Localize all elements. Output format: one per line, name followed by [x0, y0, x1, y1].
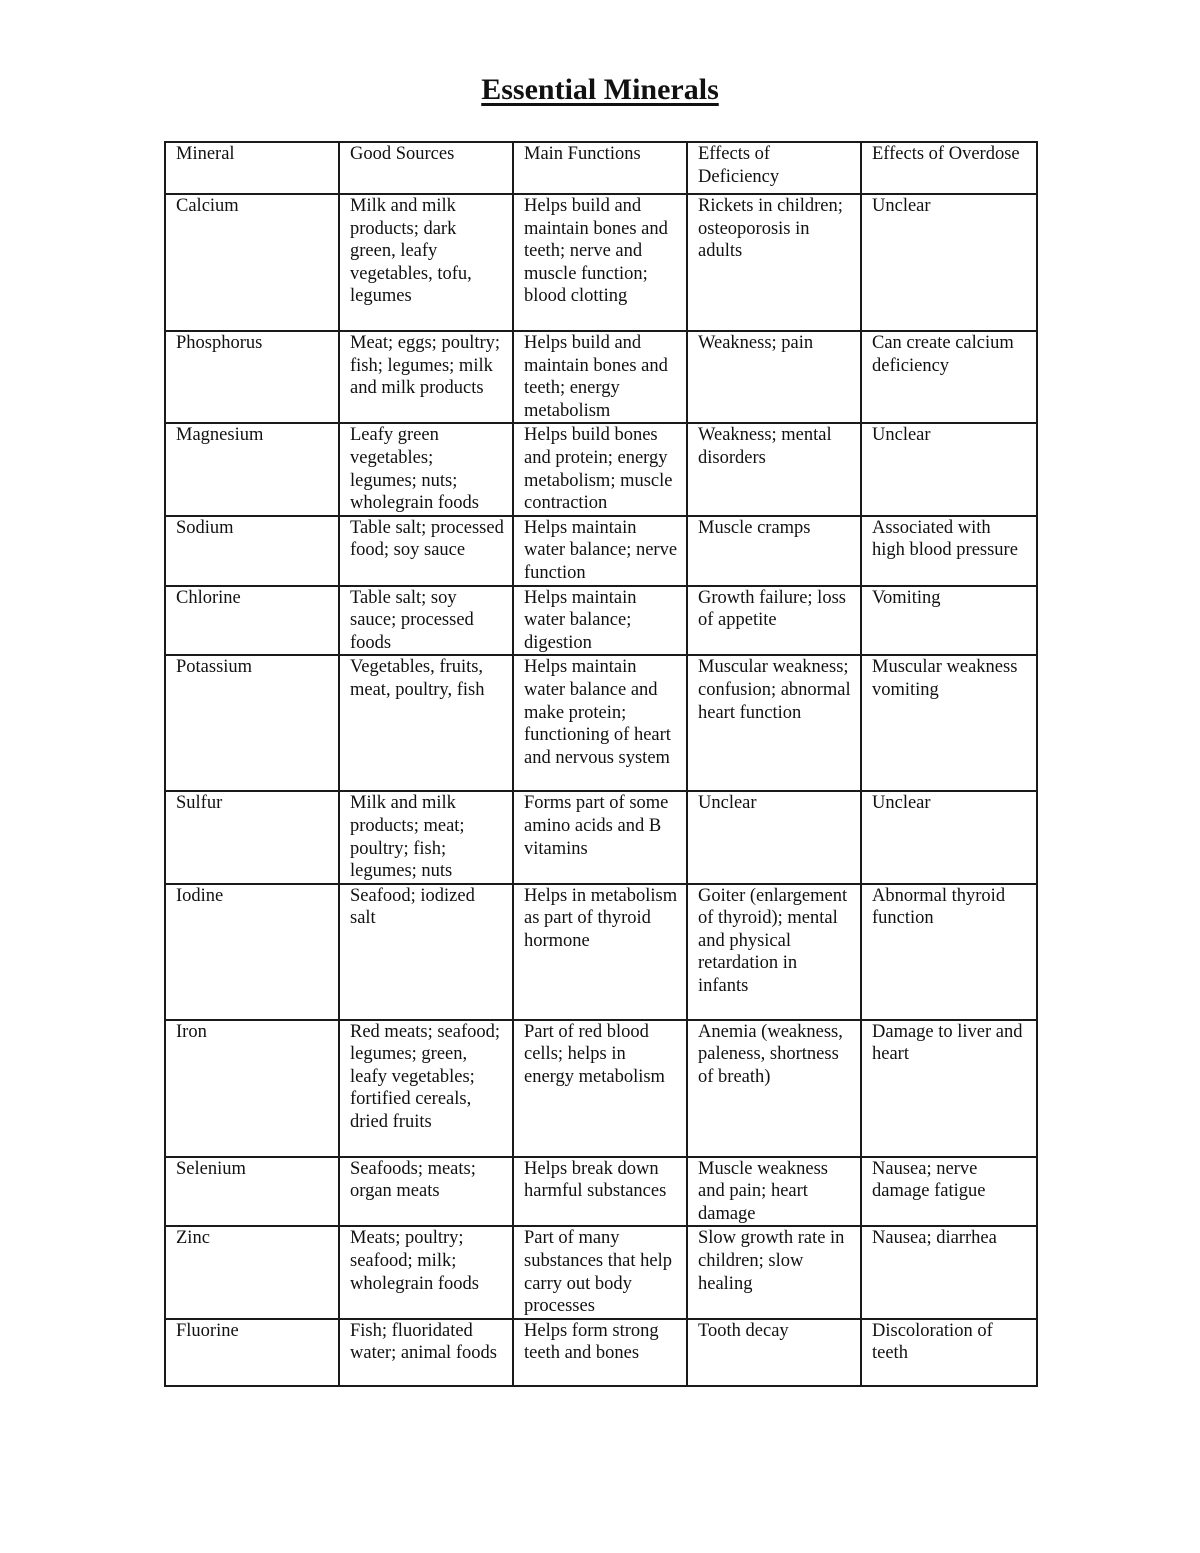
cell-effects-of-deficiency: Weakness; pain — [687, 331, 861, 423]
cell-effects-of-overdose: Damage to liver and heart — [861, 1020, 1037, 1157]
cell-mineral: Iron — [165, 1020, 339, 1157]
cell-good-sources: Meats; poultry; seafood; milk; wholegrain foods — [339, 1226, 513, 1318]
table-row — [165, 1157, 1037, 1227]
cell-effects-of-deficiency: Weakness; mental disorders — [687, 423, 861, 515]
table-row — [165, 655, 1037, 791]
cell-mineral: Magnesium — [165, 423, 339, 515]
cell-main-functions: Helps maintain water balance and make protein; functioning of heart and nervous system — [513, 655, 687, 791]
table-row — [165, 586, 1037, 656]
cell-effects-of-deficiency: Unclear — [687, 791, 861, 883]
cell-main-functions: Helps build bones and protein; energy metabolism; muscle contraction — [513, 423, 687, 515]
table-row — [165, 194, 1037, 331]
cell-good-sources: Fish; fluoridated water; animal foods — [339, 1319, 513, 1386]
cell-effects-of-overdose: Unclear — [861, 423, 1037, 515]
cell-effects-of-overdose: Nausea; diarrhea — [861, 1226, 1037, 1318]
cell-main-functions: Forms part of some amino acids and B vitamins — [513, 791, 687, 883]
cell-effects-of-overdose: Nausea; nerve damage fatigue — [861, 1157, 1037, 1227]
cell-good-sources: Leafy green vegetables; legumes; nuts; wholegrain foods — [339, 423, 513, 515]
cell-main-functions: Helps in metabolism as part of thyroid hormone — [513, 884, 687, 1020]
cell-mineral: Phosphorus — [165, 331, 339, 423]
cell-good-sources: Red meats; seafood; legumes; green, leafy vegetables; fortified cereals, dried fruits — [339, 1020, 513, 1157]
header-cell-good-sources: Good Sources — [339, 142, 513, 194]
cell-effects-of-deficiency: Muscular weakness; confusion; abnormal heart function — [687, 655, 861, 791]
cell-effects-of-overdose: Vomiting — [861, 586, 1037, 656]
table-row — [165, 331, 1037, 423]
cell-main-functions: Helps build and maintain bones and teeth; energy metabolism — [513, 331, 687, 423]
cell-good-sources: Table salt; soy sauce; processed foods — [339, 586, 513, 656]
cell-main-functions: Helps maintain water balance; nerve function — [513, 516, 687, 586]
header-cell-effects-of-deficiency: Effects of Deficiency — [687, 142, 861, 194]
cell-mineral: Calcium — [165, 194, 339, 331]
table-row — [165, 516, 1037, 586]
cell-effects-of-overdose: Discoloration of teeth — [861, 1319, 1037, 1386]
header-row — [165, 142, 1037, 194]
cell-effects-of-overdose: Associated with high blood pressure — [861, 516, 1037, 586]
cell-effects-of-deficiency: Tooth decay — [687, 1319, 861, 1386]
table-row — [165, 1020, 1037, 1157]
cell-mineral: Sulfur — [165, 791, 339, 883]
cell-effects-of-overdose: Muscular weakness vomiting — [861, 655, 1037, 791]
cell-good-sources: Meat; eggs; poultry; fish; legumes; milk and milk products — [339, 331, 513, 423]
cell-good-sources: Vegetables, fruits, meat, poultry, fish — [339, 655, 513, 791]
cell-main-functions: Part of red blood cells; helps in energy metabolism — [513, 1020, 687, 1157]
cell-good-sources: Seafood; iodized salt — [339, 884, 513, 1020]
table-row — [165, 1226, 1037, 1318]
header-cell-effects-of-overdose: Effects of Overdose — [861, 142, 1037, 194]
header-cell-main-functions: Main Functions — [513, 142, 687, 194]
cell-good-sources: Milk and milk products; dark green, leafy vegetables, tofu, legumes — [339, 194, 513, 331]
header-cell-mineral: Mineral — [165, 142, 339, 194]
table-row — [165, 423, 1037, 515]
cell-main-functions: Helps maintain water balance; digestion — [513, 586, 687, 656]
cell-effects-of-overdose: Unclear — [861, 791, 1037, 883]
cell-effects-of-deficiency: Anemia (weakness, paleness, shortness of breath) — [687, 1020, 861, 1157]
cell-good-sources: Seafoods; meats; organ meats — [339, 1157, 513, 1227]
cell-effects-of-deficiency: Muscle weakness and pain; heart damage — [687, 1157, 861, 1227]
cell-main-functions: Part of many substances that help carry out body processes — [513, 1226, 687, 1318]
table-row — [165, 1319, 1037, 1386]
cell-effects-of-deficiency: Goiter (enlargement of thyroid); mental and physical retardation in infants — [687, 884, 861, 1020]
cell-effects-of-overdose: Unclear — [861, 194, 1037, 331]
minerals-table — [164, 141, 1038, 1387]
cell-mineral: Sodium — [165, 516, 339, 586]
cell-good-sources: Table salt; processed food; soy sauce — [339, 516, 513, 586]
cell-effects-of-deficiency: Slow growth rate in children; slow healing — [687, 1226, 861, 1318]
cell-main-functions: Helps build and maintain bones and teeth; nerve and muscle function; blood clotting — [513, 194, 687, 331]
page-title: Essential Minerals — [481, 73, 719, 106]
cell-effects-of-overdose: Can create calcium deficiency — [861, 331, 1037, 423]
cell-mineral: Selenium — [165, 1157, 339, 1227]
cell-main-functions: Helps break down harmful substances — [513, 1157, 687, 1227]
cell-mineral: Potassium — [165, 655, 339, 791]
cell-good-sources: Milk and milk products; meat; poultry; fish; legumes; nuts — [339, 791, 513, 883]
cell-effects-of-deficiency: Growth failure; loss of appetite — [687, 586, 861, 656]
cell-mineral: Iodine — [165, 884, 339, 1020]
cell-effects-of-overdose: Abnormal thyroid function — [861, 884, 1037, 1020]
cell-effects-of-deficiency: Muscle cramps — [687, 516, 861, 586]
cell-main-functions: Helps form strong teeth and bones — [513, 1319, 687, 1386]
cell-mineral: Fluorine — [165, 1319, 339, 1386]
cell-effects-of-deficiency: Rickets in children; osteoporosis in adults — [687, 194, 861, 331]
cell-mineral: Chlorine — [165, 586, 339, 656]
table-row — [165, 791, 1037, 883]
table-row — [165, 884, 1037, 1020]
cell-mineral: Zinc — [165, 1226, 339, 1318]
